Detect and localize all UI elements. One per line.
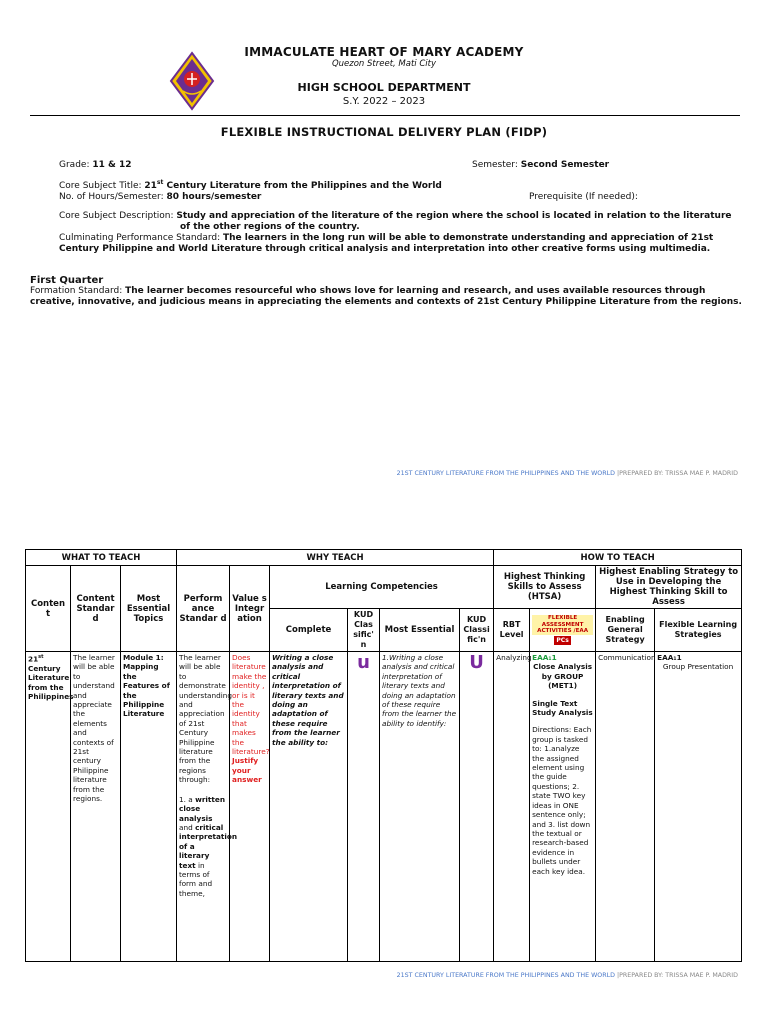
page-footer-2 (397, 972, 738, 979)
cell-most-essential: 1.Writing a close analysis and critical interpretation of literary texts and doing an adaptation of these require from the learner the ability to identify: (380, 652, 460, 962)
cell-kud-2 (460, 652, 494, 962)
cell-enabling-strategy: Communication (596, 652, 655, 962)
culminating-standard (59, 233, 739, 255)
cell-rbt-level: Analyzing (494, 652, 530, 962)
school-address: Quezon Street, Mati City (331, 59, 437, 69)
header-kud-classification-2: KUD Classi fic'n (460, 609, 494, 652)
document-title: FLEXIBLE INSTRUCTIONAL DELIVERY PLAN (FIDP) (220, 125, 548, 139)
table-row (26, 652, 742, 962)
header-performance-standard: Perform ance Standar d (177, 566, 230, 652)
cell-kud-1 (348, 652, 380, 962)
header-complete: Complete (270, 609, 348, 652)
fidp-table (25, 549, 742, 962)
desc-label: Core Subject Description: (59, 211, 177, 221)
hours-value: 80 hours/semester (166, 192, 262, 202)
fa-subtitle: Single Text Study Analysis (532, 698, 593, 718)
formation-standard (30, 286, 742, 308)
hours-label: No. of Hours/Semester: (59, 192, 167, 202)
cell-complete: Writing a close analysis and critical interpretation of literary texts and doing an adaptation of these require from the learner the ability to: (270, 652, 348, 962)
cell-performance-standard (177, 652, 238, 962)
header-enabling-strategy: Highest Enabling Strategy to Use in Developing the Highest Thinking Skill to Assess (596, 566, 742, 609)
subject-line (59, 177, 442, 192)
culm-label: Culminating Performance Standard: (59, 233, 224, 243)
semester-line (472, 160, 609, 171)
cell-content-standard: The learner will be able to understand and appreciate the elements and contexts of 21st century Philippine literature from the regions. (71, 652, 121, 962)
footer-subject: 21ST CENTURY LITERATURE FROM THE PHILIPPINES AND THE WORLD (396, 470, 615, 477)
prerequisite-label: Prerequisite (If needed): (529, 192, 638, 202)
header-divider (30, 115, 740, 116)
header-flexible-learning-strategies: Flexible Learning Strategies (655, 609, 742, 652)
header-enabling-general-strategy: Enabling General Strategy (596, 609, 655, 652)
grade-line (59, 160, 132, 171)
grade-value: 11 & 12 (92, 160, 132, 170)
header-flexible-assessment (530, 609, 596, 652)
header-values-integration: Value s Integr ation (230, 566, 270, 652)
fls-code: EAA₁1 (657, 653, 682, 662)
footer-prepared-2: |PREPARED BY: TRISSA MAE P. MADRID (615, 972, 738, 979)
header-most-essential: Most Essential (380, 609, 460, 652)
subject-label: Core Subject Title: (59, 181, 145, 191)
grade-label: Grade: (59, 160, 93, 170)
fls-text: Group Presentation (662, 662, 734, 672)
quarter-title: First Quarter (30, 275, 104, 286)
header-rbt-level: RBT Level (494, 609, 530, 652)
cell-values-integration (230, 652, 270, 962)
header-content-standard: Content Standar d (71, 566, 121, 652)
desc-value-1: Study and appreciation of the literature of the region where the school is located in relation to the literature (176, 211, 732, 221)
hours-line (59, 192, 261, 203)
footer-subject-2: 21ST CENTURY LITERATURE FROM THE PHILIPPINES AND THE WORLD (396, 972, 615, 979)
semester-label: Semester: (472, 160, 521, 170)
header-most-essential-topics: Most Essential Topics (121, 566, 177, 652)
pcs-badge: PCs (556, 636, 569, 644)
kud-understanding-mark-2: U (469, 652, 484, 673)
desc-value-2: of the other regions of the country. (180, 222, 360, 232)
values-prompt: Justify your answer (232, 756, 262, 785)
values-question: Does literature make the identity , or is it the identity that makes the literature? (232, 653, 270, 757)
formation-label: Formation Standard: (30, 286, 126, 296)
header-kud-classification: KUD Clas sific' n (348, 609, 380, 652)
cell-topic: Module 1: Mapping the Features of the Philippine Literature (121, 652, 177, 962)
flexible-assessment-label: FLEXIBLE ASSESSMENT ACTIVITIES /EAA (532, 615, 593, 635)
semester-value: Second Semester (520, 160, 610, 170)
cell-flexible-learning (655, 652, 742, 962)
header-htsa: Highest Thinking Skills to Assess (HTSA) (494, 566, 596, 609)
header-learning-competencies: Learning Competencies (270, 566, 494, 609)
school-year: S.Y. 2022 – 2023 (342, 96, 426, 107)
footer-prepared: |PREPARED BY: TRISSA MAE P. MADRID (615, 470, 738, 477)
header-content: Conten t (26, 566, 71, 652)
subject-value: 21st Century Literature from the Philippines and the World (144, 179, 442, 191)
header-what-to-teach: WHAT TO TEACH (26, 550, 177, 566)
school-name: IMMACULATE HEART OF MARY ACADEMY (244, 45, 524, 59)
subject-description (59, 211, 739, 233)
header-why-teach: WHY TEACH (177, 550, 494, 566)
performance-item: 1. a written close analysis and critical interpretation of a literary text in terms of form and theme, (179, 794, 238, 898)
performance-intro: The learner will be able to demonstrate understanding and appreciation of 21st Century Philippine literature from the regions through: (179, 653, 233, 785)
formation-value: The learner becomes resourceful who shows love for learning and research, and uses available resources through creative, innovative, and judicious means in appreciating the elements and contexts of 21st Century Philippine Literature from the regions. (30, 286, 742, 307)
fa-directions: Directions: Each group is tasked to: 1.analyze the assigned element using the guide questions; 2. state TWO key ideas in ONE sentence only; and 3. list down the textual or research-based evidence in bullets under each key idea. (532, 725, 592, 876)
culm-value: The learners in the long run will be able to demonstrate understanding and appreciation of 21st Century Philippine and World Literature through critical analysis and interpretation into other creative forms using multimedia. (59, 233, 714, 254)
cell-flexible-assessment (530, 652, 596, 962)
kud-understanding-mark: u (357, 652, 370, 673)
page-footer (397, 470, 738, 477)
cell-content: 21st Century Literature from the Philippines (26, 652, 71, 962)
fa-title: Close Analysis by GROUP (MET1) (533, 662, 593, 691)
fa-code: EAA₁1 (532, 653, 557, 662)
header-how-to-teach: HOW TO TEACH (494, 550, 742, 566)
department-name: HIGH SCHOOL DEPARTMENT (297, 81, 471, 94)
